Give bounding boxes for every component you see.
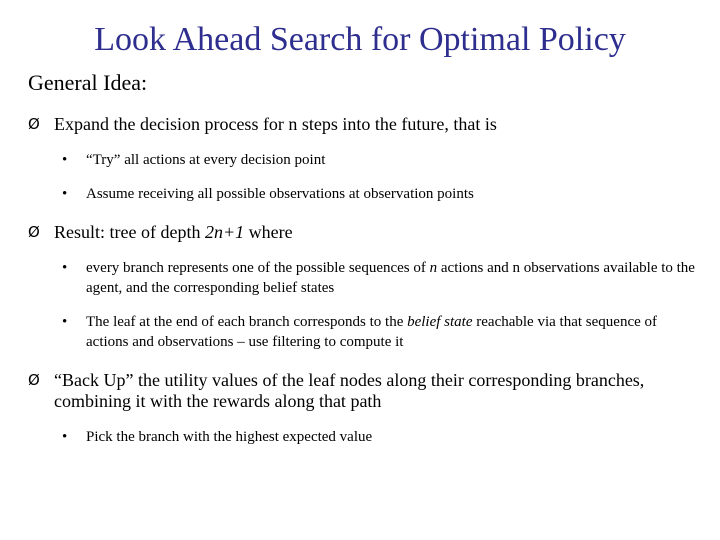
sub-bullet-text: Pick the branch with the highest expected value xyxy=(86,429,373,445)
text-part: actions and n observations available to the agent, and the corresponding belief states xyxy=(86,260,695,296)
bullet-expand-text: Expand the decision process for n steps into the future, that is xyxy=(54,114,497,134)
section-heading: General Idea: xyxy=(28,70,148,95)
dot-bullet-icon: • xyxy=(62,260,68,276)
slide-title: Look Ahead Search for Optimal Policy xyxy=(94,21,626,58)
dot-bullet-icon: • xyxy=(62,152,68,168)
sub-bullet-text xyxy=(86,258,702,298)
bullet-backup-text: “Back Up” the utility values of the leaf nodes along their corresponding branches, combining it with the rewards along that path xyxy=(54,370,645,411)
bullet-backup xyxy=(28,370,688,412)
variable-n: n xyxy=(429,260,438,276)
sub-bullet-pick-branch xyxy=(62,427,702,447)
dot-bullet-icon: • xyxy=(62,186,68,202)
sub-bullet-try-actions xyxy=(62,150,702,170)
dot-bullet-icon: • xyxy=(62,314,68,330)
dot-bullet-icon: • xyxy=(62,429,68,445)
result-text-after: where xyxy=(244,222,293,242)
text-part: The leaf at the end of each branch corresponds to the xyxy=(86,314,408,330)
sub-bullet-every-branch xyxy=(62,258,702,298)
sub-bullet-text: Assume receiving all possible observations at observation points xyxy=(86,186,474,202)
arrow-bullet-icon: Ø xyxy=(28,371,40,389)
bullet-expand xyxy=(28,114,688,135)
arrow-bullet-icon: Ø xyxy=(28,115,40,133)
bullet-result xyxy=(28,222,688,243)
sub-bullet-text xyxy=(86,312,702,352)
sub-bullet-text: “Try” all actions at every decision point xyxy=(86,152,326,168)
sub-bullet-leaf xyxy=(62,312,702,352)
bullet-result-text xyxy=(54,222,688,243)
arrow-bullet-icon: Ø xyxy=(28,223,40,241)
result-text-before: Result: tree of depth xyxy=(54,222,205,242)
text-part: every branch represents one of the possible sequences of xyxy=(86,260,430,276)
depth-formula: 2n+1 xyxy=(204,222,245,242)
sub-bullet-observations xyxy=(62,184,702,204)
text-part: reachable via that sequence of actions and observations – use filtering to compute it xyxy=(86,314,657,350)
belief-state-term: belief state xyxy=(407,314,473,330)
